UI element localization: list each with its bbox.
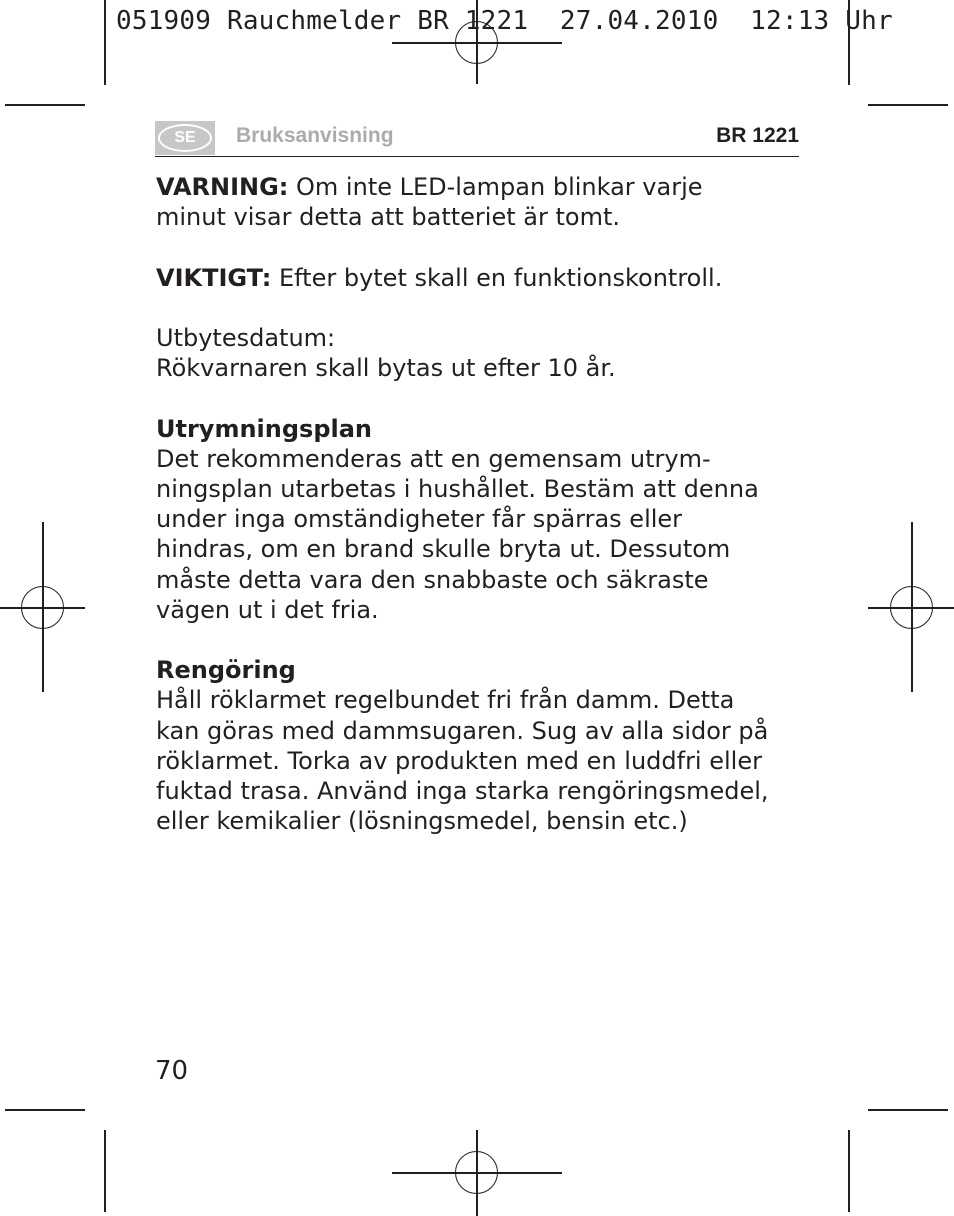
body-text [156,172,806,867]
escape-plan-section [156,414,806,625]
important-text: Efter bytet skall en funktionskontroll. [271,263,723,292]
important-label: VIKTIGT: [156,263,272,292]
cleaning-line: Håll röklarmet regelbundet fri från damm. Detta [156,686,735,715]
crop-mark [104,0,106,85]
print-slug: 051909 Rauchmelder BR 1221 27.04.2010 12:13 Uhr [116,6,893,36]
language-badge [155,121,215,155]
language-code: SE [158,124,212,152]
warning-text: Om inte LED-lampan blinkar varje [288,173,703,201]
crop-mark [848,1130,850,1212]
page-number: 70 [155,1056,189,1086]
cleaning-line: fuktad trasa. Använd inga starka rengöringsmedel, [156,777,769,805]
cleaning-heading: Rengöring [156,656,296,685]
escape-plan-line: ningsplan utarbetas i hushållet. Bestäm att denna [156,474,759,503]
important-paragraph [156,263,806,293]
crop-mark [868,1109,948,1111]
warning-text: minut visar detta att batteriet är tomt. [156,203,620,232]
escape-plan-line: måste detta vara den snabbaste och säkraste [156,565,709,594]
escape-plan-line: under inga omständigheter får spärras eller [156,505,683,534]
registration-circle [890,586,933,629]
warning-paragraph [156,172,806,232]
registration-circle [21,586,64,629]
crop-mark [868,104,948,106]
page-header [155,120,799,157]
warning-label: VARNING: [156,173,289,201]
manual-title: Bruksanvisning [236,124,394,147]
cleaning-line: kan göras med dammsugaren. Sug av alla sidor på [156,716,769,745]
escape-plan-line: hindras, om en brand skulle bryta ut. Dessutom [156,535,731,564]
cleaning-line: röklarmet. Torka av produkten med en luddfri eller [156,746,762,775]
replacement-heading: Utbytesdatum: [156,323,336,352]
escape-plan-line: Det rekommenderas att en gemensam utrym- [156,444,711,473]
crop-mark [5,1109,85,1111]
crop-mark [104,1130,106,1212]
escape-plan-heading: Utrymningsplan [156,414,372,443]
cleaning-section [156,655,806,836]
model-number: BR 1221 [716,124,799,147]
replacement-text: Rökvarnaren skall bytas ut efter 10 år. [156,354,616,383]
cleaning-line: eller kemikalier (lösningsmedel, bensin etc.) [156,807,688,836]
escape-plan-line: vägen ut i det fria. [156,595,379,624]
crop-mark [5,104,85,106]
replacement-paragraph [156,323,806,383]
registration-circle [455,1151,498,1194]
